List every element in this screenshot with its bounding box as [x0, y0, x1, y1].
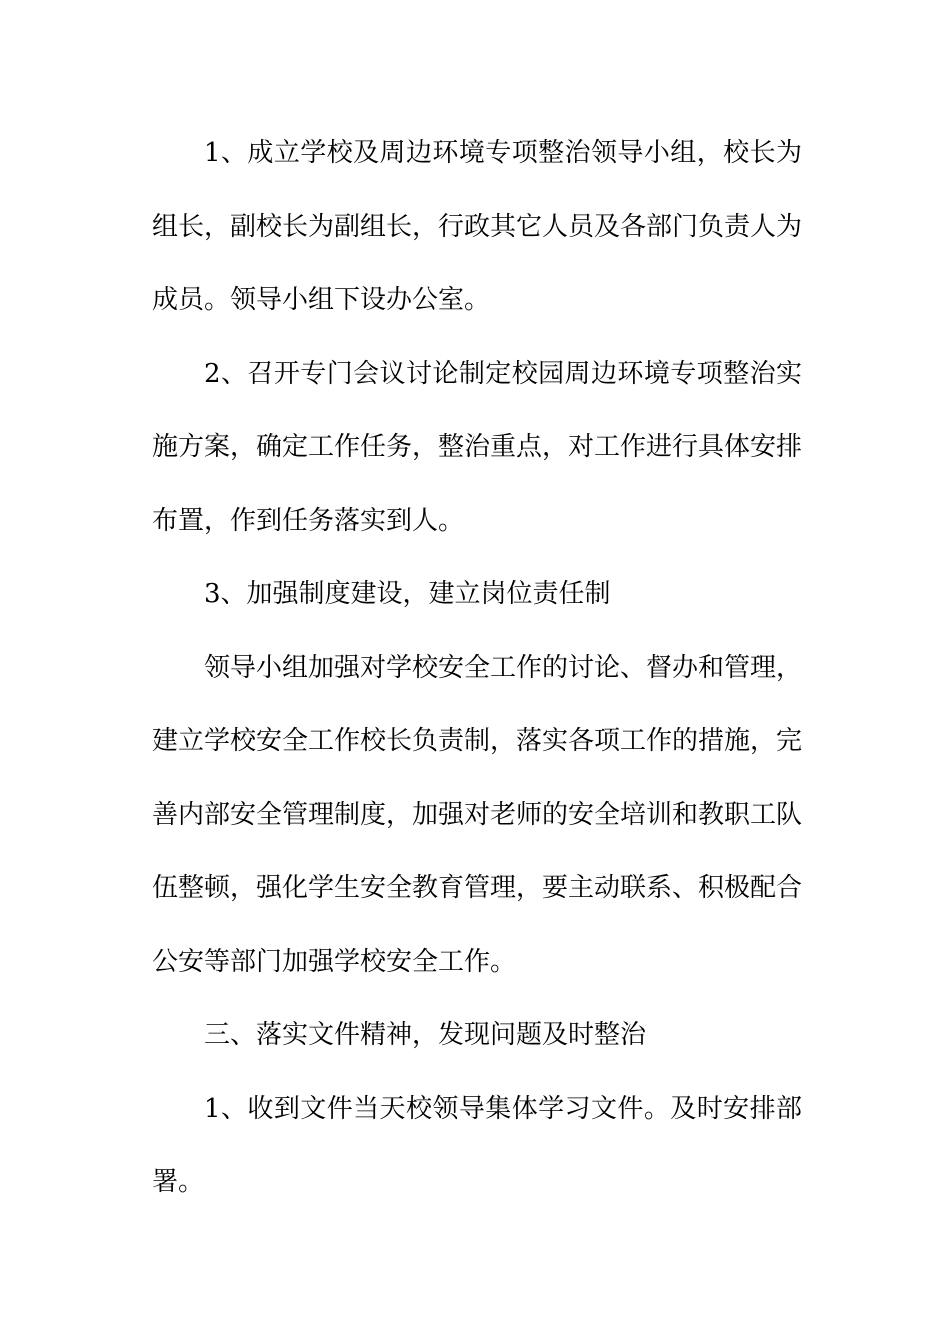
paragraph-study-documents: 1、收到文件当天校领导集体学习文件。及时安排部署。 — [152, 1093, 802, 1197]
paragraph-system-building: 3、加强制度建设，建立岗位责任制 — [204, 579, 611, 609]
paragraph-leading-group: 1、成立学校及周边环境专项整治领导小组，校长为组长，副校长为副组长，行政其它人员及各部门负责人为成员。领导小组下设办公室。 — [152, 138, 803, 315]
document-body — [152, 117, 802, 1220]
paragraph-safety-management: 领导小组加强对学校安全工作的讨论、督办和管理，建立学校安全工作校长负责制，落实各项工作的措施，完善内部安全管理制度，加强对老师的安全培训和教职工队伍整顿，强化学生安全教育管理，要主动联系、积极配合公安等部门加强学校安全工作。 — [152, 652, 803, 977]
section-heading-implement: 三、落实文件精神，发现问题及时整治 — [204, 1020, 647, 1050]
paragraph-meeting-plan: 2、召开专门会议讨论制定校园周边环境专项整治实施方案，确定工作任务，整治重点，对工作进行具体安排布置，作到任务落实到人。 — [152, 358, 803, 536]
